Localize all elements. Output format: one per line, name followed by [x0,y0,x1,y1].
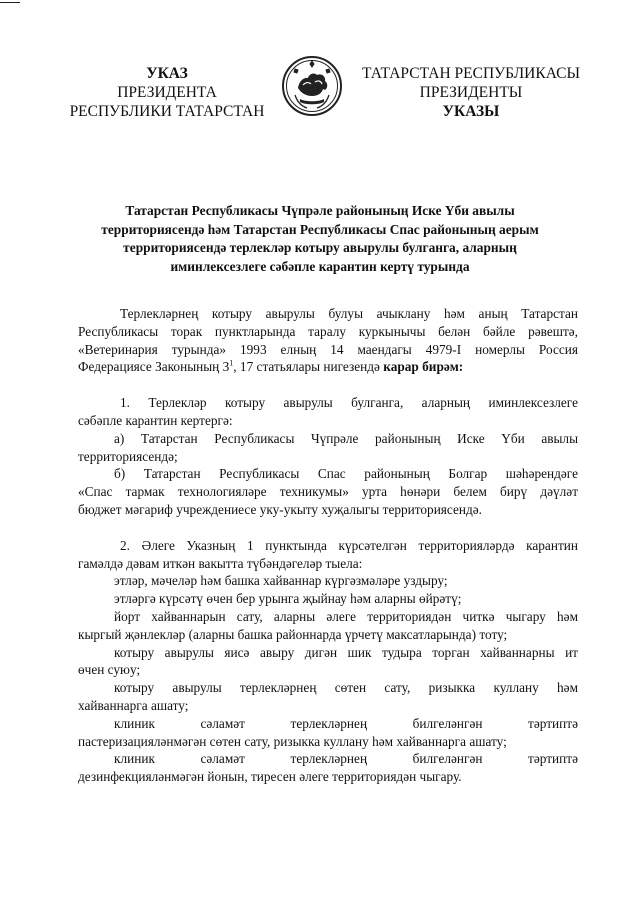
intro-text: Федерациясе Законының 3 [78,359,230,375]
item2-restriction: клиник сәламәт терлекләрнең билгеләнгән тәртиптә [114,715,578,731]
decree-title [62,202,578,276]
decision-phrase: карар бирәм: [383,359,464,375]
intro-text: , 17 статьялары нигезендә [233,359,384,375]
item1-b-line: бюджет мәгариф учреждениесе уку-укыту хуҗалыгы территориясендә. [78,501,482,517]
intro-line: «Ветеринария турында» 1993 елның 14 маендагы 4979-I номерлы Россия [78,341,578,357]
item2-restriction: пастеризацияләнмәгән сөтен сату, ризыкка куллану һәм хайваннарга ашату; [78,733,507,749]
item1-line: сәбәпле карантин кертергә: [78,412,233,428]
item1-line: 1. Терлекләр котыру авырулы булганга, аларның иминлексезлеге [120,395,578,411]
header-left-line: ПРЕЗИДЕНТА [117,84,217,101]
item2-line: гамәлдә дәвам иткән вакытта түбәндәгеләр тыела: [78,555,363,571]
header-left-line: УКАЗ [146,65,188,82]
item2-restriction: хайваннарга ашату; [78,697,189,713]
item2-restriction: өчен суюу; [78,662,141,678]
title-line: территориясендә һәм Татарстан Республикасы Спас районының аерым [101,221,539,237]
header-right-tatar [358,64,584,121]
intro-line: Республикасы торак пунктларында таралу куркынычы белән бәйле рәвештә, [78,323,578,339]
item2-line: 2. Әлеге Указның 1 пунктында күрсәтелгән территорияләрдә карантин [120,537,578,553]
item1-b-line: б) Татарстан Республикасы Спас районының Болгар шәһәрендәге [114,466,578,482]
header-right-line: ТАТАРСТАН РЕСПУБЛИКАСЫ [362,65,580,82]
item2-restriction: кыргый җәнлекләр (аларны башка районнарда үрчетү максатларында) тоту; [78,626,508,642]
intro-line: Терлекләрнең котыру авырулы булуы ачыклану һәм аның Татарстан [120,306,578,321]
coat-of-arms-icon [281,55,343,117]
item2-restriction: котыру авырулы терлекләрнең сөтен сату, ризыкка куллану һәм [114,680,578,696]
item2-restriction: этләргә күрсәтү өчен бер урынга җыйнау һәм аларны өйрәтү; [114,591,462,607]
header-right-line: ПРЕЗИДЕНТЫ [419,84,523,101]
item1-b-line: «Спас тармак технологияләре техникумы» урта һөнәри белем бирү дәүләт [78,484,578,500]
item1-a-line: а) Татарстан Республикасы Чүпрәле районының Иске Үби авылы [114,430,578,446]
header-left-line: РЕСПУБЛИКИ ТАТАРСТАН [69,103,265,120]
item2-restriction: этләр, мәчеләр һәм башка хайваннар күргәзмәләре уздыру; [114,573,448,589]
item1-a-line: территориясендә; [78,448,178,464]
item2-restriction: дезинфекцияләнмәгән йонын, тиресен әлеге территориядән чыгару. [78,769,462,785]
header-left-russian [62,64,272,121]
decree-body [78,305,578,786]
item2-restriction: котыру авырулы яисә авыру дигән шик тудыра торган хайваннарны ит [114,644,578,660]
title-line: Татарстан Республикасы Чүпрәле районының Иске Үби авылы [125,203,515,218]
intro-line-last [78,358,578,376]
item2-restriction: клиник сәламәт терлекләрнең билгеләнгән тәртиптә [114,751,578,767]
item2-restriction: йорт хайваннарын сату, аларны әлеге территориядән читкә чыгару һәм [114,608,578,624]
title-line: территориясендә терлекләр котыру авырулы булганга, аларның [123,240,517,255]
header-right-line: УКАЗЫ [442,103,500,120]
superscript: 1 [229,358,234,368]
page-corner-mark [0,2,20,3]
title-line: иминлексезлеге сәбәпле карантин кертү турында [170,258,470,274]
